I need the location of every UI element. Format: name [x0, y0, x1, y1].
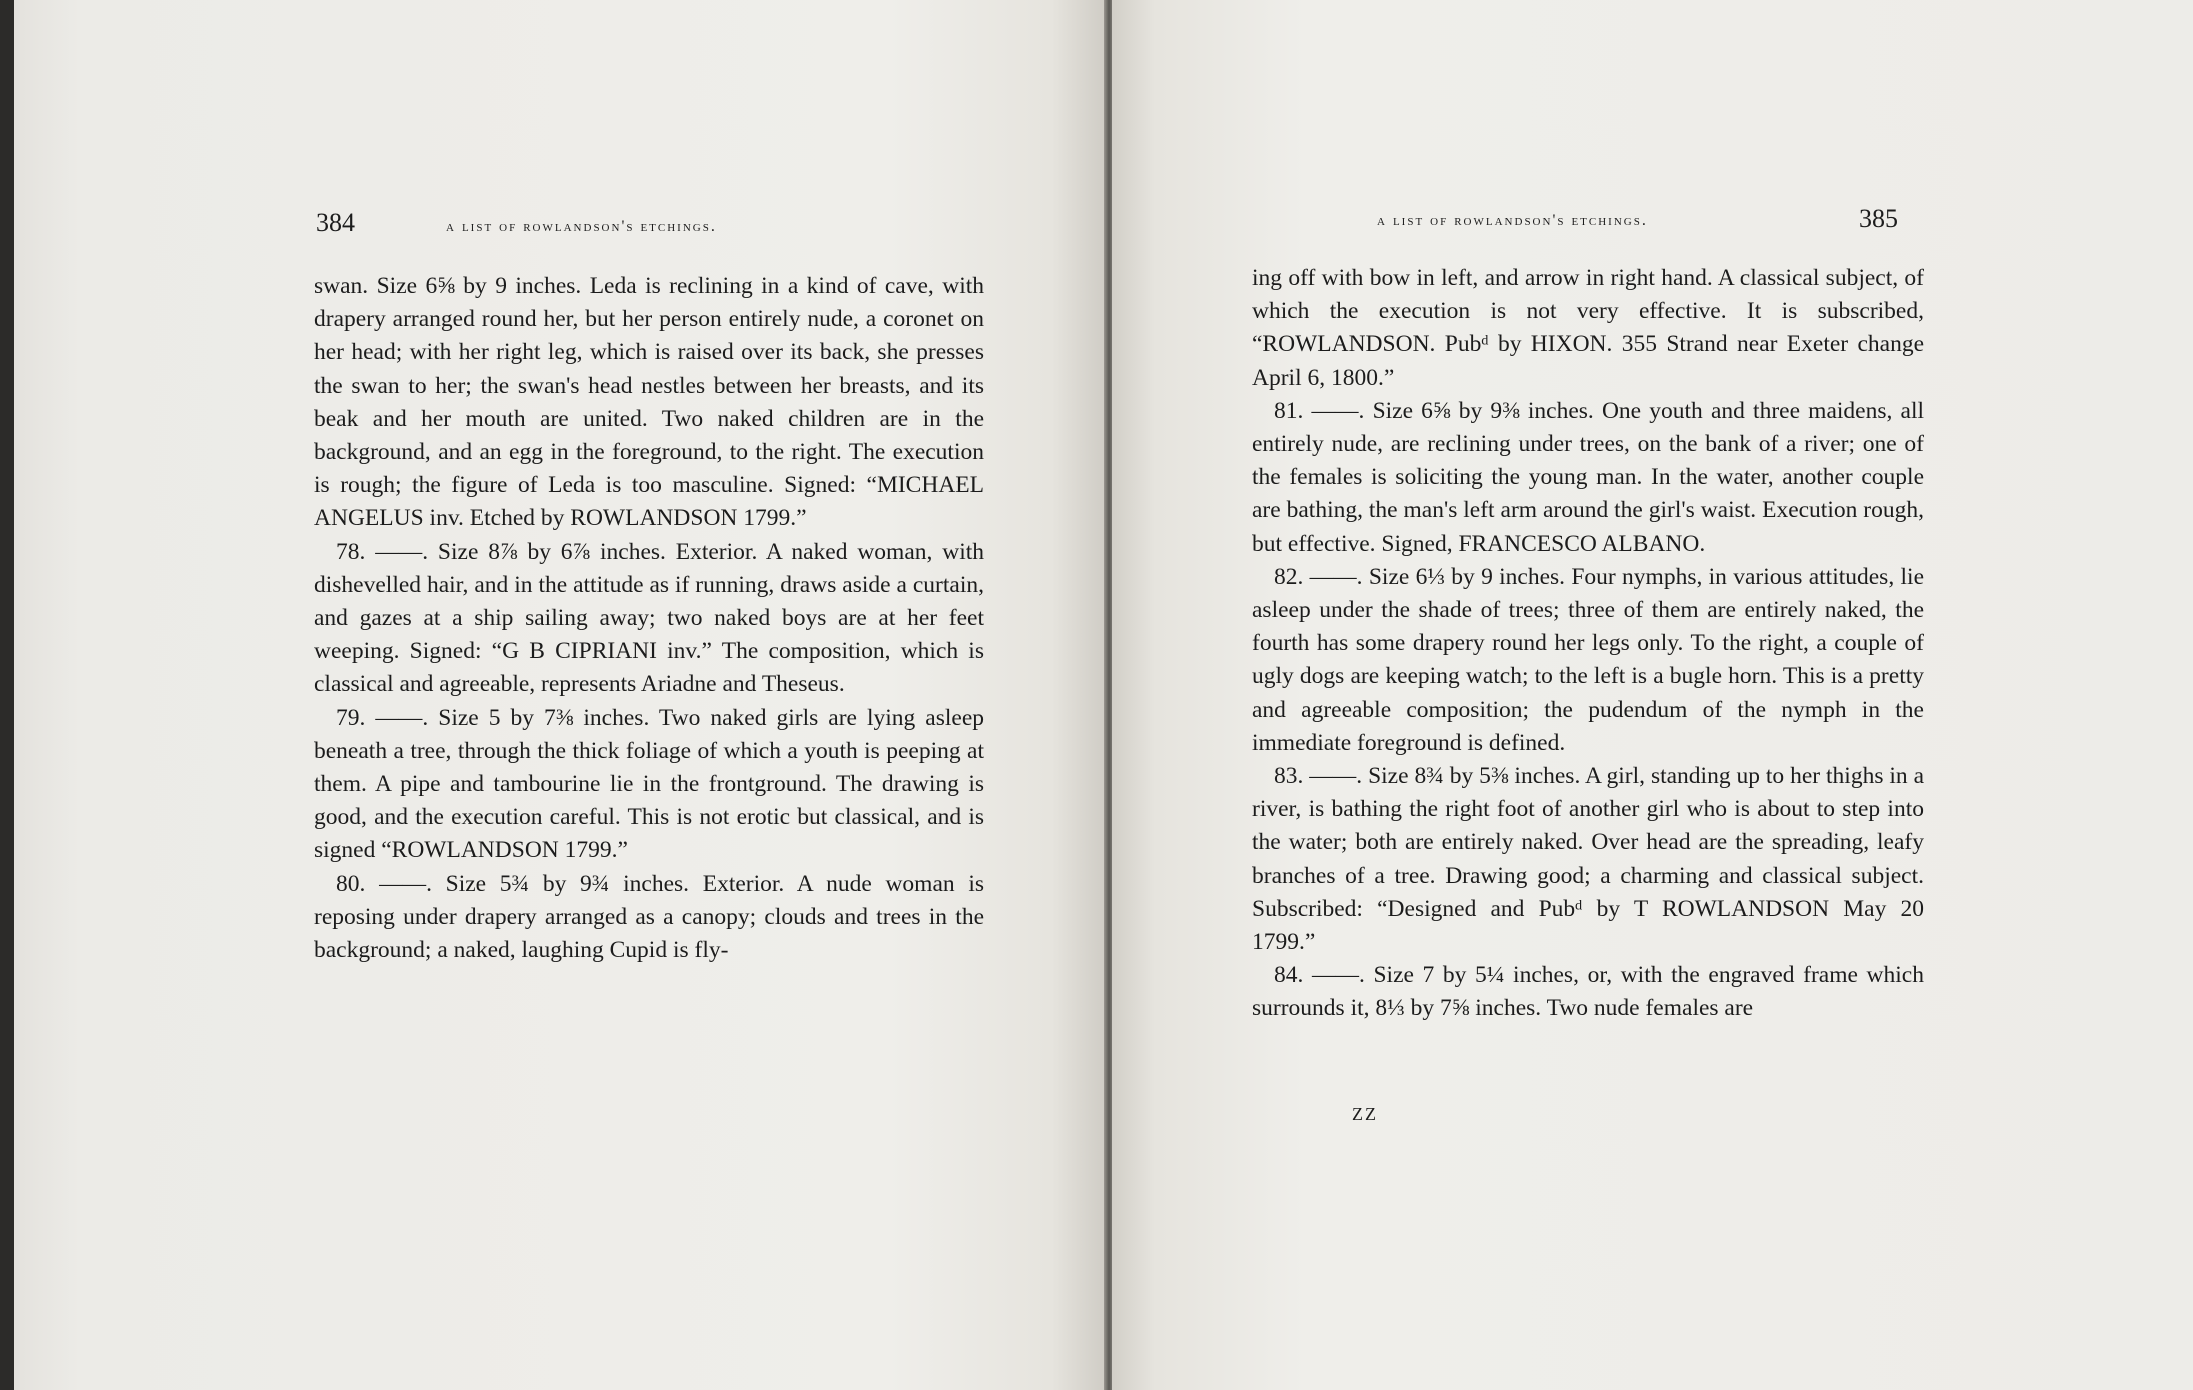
left-text-block [314, 270, 984, 967]
book-edge [0, 0, 14, 1390]
left-paragraph: 79. ——. Size 5 by 7⅜ inches. Two naked girls are lying asleep beneath a tree, through the thick foliage of which a youth is peeping at them. A pipe and tambourine lie in the frontground. The drawing is good, and the execution careful. This is not erotic but classical, and is signed “ROWLANDSON 1799.” [314, 704, 984, 864]
right-paragraph: ing off with bow in left, and arrow in right hand. A classical subject, of which the execution is not very effective. It is subscribed, “ROWLANDSON. Pubᵈ by HIXON. 355 Strand near Exeter change April 6, 1800.” [1252, 265, 1924, 391]
signature-mark: ZZ [1352, 1104, 1378, 1124]
left-paragraph: swan. Size 6⅝ by 9 inches. Leda is reclining in a kind of cave, with drapery arranged round her, but her person entirely nude, a coronet on her head; with her right leg, which is raised over its back, she presses the swan to her; the swan's head nestles between her breasts, and its beak and her mouth are united. Two naked children are in the background, and an egg in the foreground, to the right. The execution is rough; the figure of Leda is too masculine. Signed: “MICHAEL ANGELUS inv. Etched by ROWLANDSON 1799.” [314, 273, 984, 532]
right-paragraph: 84. ——. Size 7 by 5¼ inches, or, with the engraved frame which surrounds it, 8⅓ by 7⅝ inches. Two nude females are [1252, 962, 1924, 1022]
right-folio: 385 [1859, 204, 1898, 233]
right-paragraph: 81. ——. Size 6⅝ by 9⅜ inches. One youth and three maidens, all entirely nude, are reclining under trees, on the bank of a river; one of the females is soliciting the young man. In the water, another couple are bathing, the man's left arm around the girl's waist. Execution rough, but effective. Signed, FRANCESCO ALBANO. [1252, 397, 1924, 557]
right-text-block [1252, 262, 1924, 1026]
left-running-head: a list of rowlandson's etchings. [446, 218, 717, 235]
right-page [1112, 0, 2193, 1390]
left-paragraph: 80. ——. Size 5¾ by 9¾ inches. Exterior. A nude woman is reposing under drapery arranged as a canopy; clouds and trees in the background; a naked, laughing Cupid is fly- [314, 870, 984, 964]
left-page [14, 0, 1106, 1390]
right-running-head: a list of rowlandson's etchings. [1377, 212, 1648, 229]
left-paragraph: 78. ——. Size 8⅞ by 6⅞ inches. Exterior. A naked woman, with dishevelled hair, and in the attitude as if running, draws aside a curtain, and gazes at a ship sailing away; two naked boys are at her feet weeping. Signed: “G B CIPRIANI inv.” The composition, which is classical and agreeable, represents Ariadne and Theseus. [314, 538, 984, 698]
right-paragraph: 83. ——. Size 8¾ by 5⅜ inches. A girl, standing up to her thighs in a river, is bathing the right foot of another girl who is about to step into the water; both are entirely naked. Over head are the spreading, leafy branches of a tree. Drawing good; a charming and classical subject. Subscribed: “Designed and Pubᵈ by T ROWLANDSON May 20 1799.” [1252, 763, 1924, 956]
left-folio: 384 [316, 208, 355, 237]
right-paragraph: 82. ——. Size 6⅓ by 9 inches. Four nymphs, in various attitudes, lie asleep under the shade of trees; three of them are entirely naked, the fourth has some drapery round her legs only. To the right, a couple of ugly dogs are keeping watch; to the left is a bugle horn. This is a pretty and agreeable composition; the pudendum of the nymph in the immediate foreground is defined. [1252, 563, 1924, 756]
